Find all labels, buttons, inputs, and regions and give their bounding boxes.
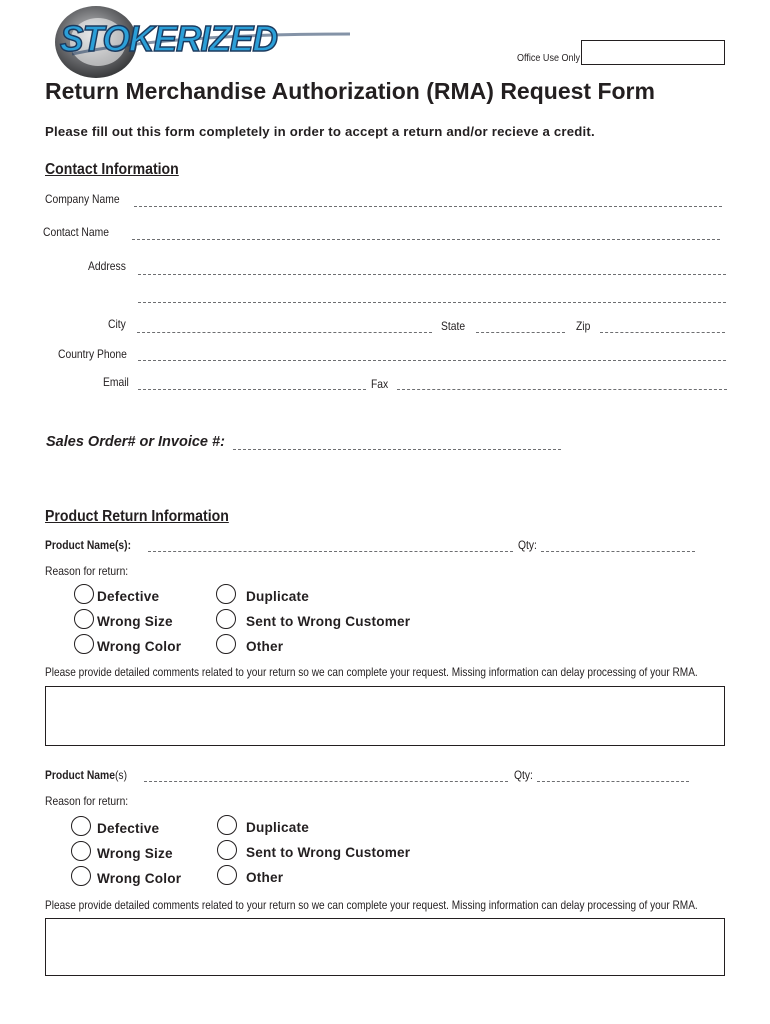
qty-label-2: Qty: (514, 768, 533, 782)
comments-prompt-2: Please provide detailed comments related to your return so we can complete your request. Missing information can delay processing of your RMA. (45, 898, 698, 912)
zip-label: Zip (576, 319, 591, 333)
comments-box-2[interactable] (45, 918, 725, 976)
address-label: Address (88, 259, 126, 273)
radio-wrong-size-2[interactable] (71, 841, 91, 861)
option-other-1: Other (246, 639, 284, 654)
radio-other-1[interactable] (216, 634, 236, 654)
email-label: Email (103, 375, 129, 389)
company-name-label: Company Name (45, 192, 120, 206)
radio-defective-2[interactable] (71, 816, 91, 836)
radio-wrong-customer-2[interactable] (217, 840, 237, 860)
product-return-section-heading: Product Return Information (45, 508, 229, 525)
radio-wrong-size-1[interactable] (74, 609, 94, 629)
radio-wrong-color-2[interactable] (71, 866, 91, 886)
contact-section-heading: Contact Information (45, 161, 179, 178)
zip-field[interactable] (600, 332, 725, 333)
office-use-label: Office Use Only (517, 52, 581, 64)
product-name-label-2-rest: (s) (114, 768, 128, 782)
email-field[interactable] (138, 389, 366, 390)
country-phone-field[interactable] (138, 360, 726, 361)
option-wrong-color-2: Wrong Color (97, 871, 182, 886)
page-title: Return Merchandise Authorization (RMA) Request Form (45, 78, 655, 104)
radio-duplicate-2[interactable] (217, 815, 237, 835)
company-name-field[interactable] (134, 206, 722, 207)
sales-order-field[interactable] (233, 449, 561, 450)
radio-duplicate-1[interactable] (216, 584, 236, 604)
option-defective-2: Defective (97, 821, 160, 836)
product-name-label-1: Product Name(s): (45, 538, 132, 552)
logo-text: STOKERIZED (60, 18, 277, 59)
city-field[interactable] (137, 332, 432, 333)
state-label: State (441, 319, 466, 333)
address-field-line1[interactable] (138, 274, 726, 275)
form-instructions: Please fill out this form completely in order to accept a return and/or recieve a credit. (45, 124, 595, 139)
product-name-label-2-bold: Product Name (45, 768, 115, 782)
option-duplicate-1: Duplicate (246, 589, 309, 604)
option-duplicate-2: Duplicate (246, 820, 309, 835)
sales-order-label: Sales Order# or Invoice #: (46, 434, 225, 450)
company-logo (50, 4, 370, 80)
reason-label-2: Reason for return: (45, 794, 129, 808)
fax-field[interactable] (397, 389, 727, 390)
product-name-field-1[interactable] (148, 551, 513, 552)
option-other-2: Other (246, 870, 284, 885)
radio-other-2[interactable] (217, 865, 237, 885)
option-wrong-customer-2: Sent to Wrong Customer (246, 845, 411, 860)
city-label: City (108, 317, 126, 331)
option-wrong-color-1: Wrong Color (97, 639, 182, 654)
radio-defective-1[interactable] (74, 584, 94, 604)
qty-label-1: Qty: (518, 538, 537, 552)
product-name-label-2 (45, 768, 127, 782)
product-name-field-2[interactable] (144, 781, 508, 782)
radio-wrong-color-1[interactable] (74, 634, 94, 654)
comments-prompt-1: Please provide detailed comments related to your return so we can complete your request. Missing information can delay processing of your RMA. (45, 665, 698, 679)
qty-field-2[interactable] (537, 781, 689, 782)
qty-field-1[interactable] (541, 551, 695, 552)
fax-label: Fax (371, 377, 389, 391)
option-wrong-size-1: Wrong Size (97, 614, 173, 629)
option-wrong-size-2: Wrong Size (97, 846, 173, 861)
country-phone-label: Country Phone (58, 347, 127, 361)
option-defective-1: Defective (97, 589, 160, 604)
comments-box-1[interactable] (45, 686, 725, 746)
contact-name-label: Contact Name (43, 225, 109, 239)
radio-wrong-customer-1[interactable] (216, 609, 236, 629)
office-use-box[interactable] (581, 40, 725, 65)
contact-name-field[interactable] (132, 239, 720, 240)
address-field-line2[interactable] (138, 302, 726, 303)
option-wrong-customer-1: Sent to Wrong Customer (246, 614, 411, 629)
reason-label-1: Reason for return: (45, 564, 129, 578)
state-field[interactable] (476, 332, 565, 333)
